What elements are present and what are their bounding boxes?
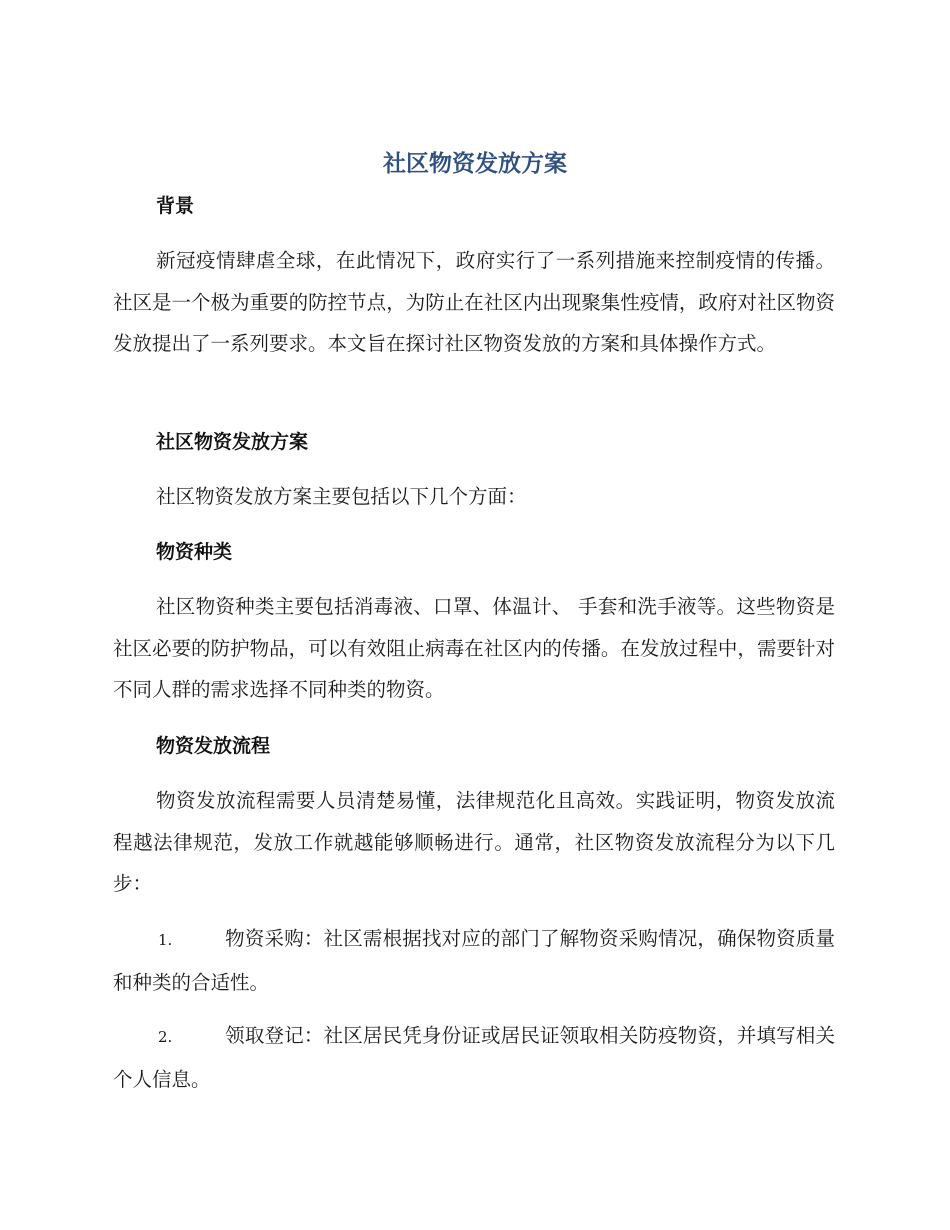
- document-title: 社区物资发放方案: [383, 151, 567, 177]
- paragraph-process: 物资发放流程需要人员清楚易懂，法律规范化且高效。实践证明，物资发放流程越法律规范，发放工作就越能够顺畅进行。通常，社区物资发放流程分为以下几步：: [113, 789, 835, 895]
- list-item-step-2: [113, 1015, 835, 1100]
- paragraph-plan-intro: 社区物资发放方案主要包括以下几个方面：: [156, 485, 527, 508]
- list-item-text: 物资采购：社区需根据找对应的部门了解物资采购情况，确保物资质量和种类的合适性。: [113, 927, 835, 994]
- paragraph-background: 新冠疫情肆虐全球，在此情况下，政府实行了一系列措施来控制疫情的传播。社区是一个极为重要的防控节点，为防止在社区内出现聚集性疫情，政府对社区物资发放提出了一系列要求。本文旨在探讨社区物资发放的方案和具体操作方式。: [113, 249, 835, 355]
- list-number: 2.: [158, 1028, 173, 1046]
- list-item-text: 领取登记：社区居民凭身份证或居民证领取相关防疫物资，并填写相关个人信息。: [113, 1024, 835, 1091]
- section-heading-types: 物资种类: [156, 541, 233, 563]
- list-item-step-1: [113, 918, 835, 1003]
- section-heading-background: 背景: [156, 195, 195, 217]
- section-heading-plan: 社区物资发放方案: [156, 431, 309, 453]
- section-heading-process: 物资发放流程: [156, 735, 271, 757]
- paragraph-types: 社区物资种类主要包括消毒液、口罩、体温计、 手套和洗手液等。这些物资是社区必要的防护物品，可以有效阻止病毒在社区内的传播。在发放过程中，需要针对不同人群的需求选择不同种类的物资。: [113, 595, 835, 701]
- list-number: 1.: [158, 931, 173, 949]
